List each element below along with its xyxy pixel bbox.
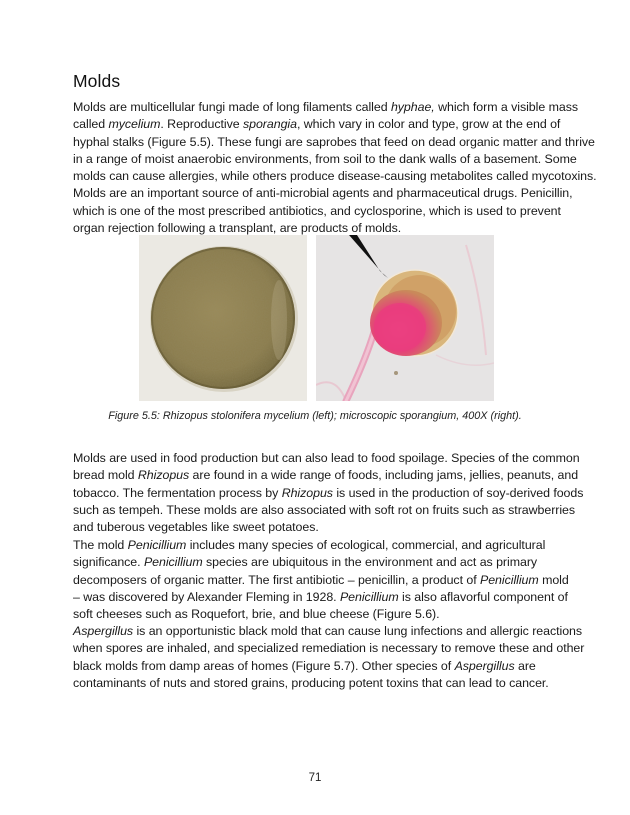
text-line: which is one of the most prescribed antibiotics, and cyclosporine, which is used to prevent: [73, 203, 561, 218]
text-line: black molds from damp areas of homes (Figure 5.7). Other species of Aspergillus are: [73, 658, 536, 673]
paragraph-aspergillus: [73, 623, 585, 692]
text-line: Molds are used in food production but can also lead to food spoilage. Species of the common: [73, 451, 580, 465]
text-line: organ rejection following a transplant, are products of molds.: [73, 221, 402, 236]
text-line: – was discovered by Alexander Fleming in 1928. Penicillium is also aflavorful component of: [73, 589, 568, 604]
petri-dish-image: [139, 235, 307, 401]
text-line: bread mold Rhizopus are found in a wide range of foods, including jams, jellies, peanuts, and: [73, 468, 579, 483]
text-line: soft cheeses such as Roquefort, brie, and blue cheese (Figure 5.6).: [73, 607, 440, 622]
text-line: in a range of moist anaerobic environments, from soil to the dank walls of a basement. Some: [73, 151, 577, 166]
text-line: tobacco. The fermentation process by Rhizopus is used in the production of soy-derived foods: [73, 485, 584, 500]
paragraph-rhizopus: [73, 450, 584, 536]
paragraph-molds-intro: [73, 99, 597, 237]
text-line: hyphal stalks (Figure 5.5). These fungi are saprobes that feed on dead organic matter and thrive: [73, 134, 595, 149]
text-line: Molds are an important source of anti-microbial agents and pharmaceutical drugs. Penicillin,: [73, 186, 573, 201]
text-line: contaminants of nuts and stored grains, producing potent toxins that can lead to cancer.: [73, 675, 549, 690]
text-line: molds can cause allergies, while others produce disease-causing metabolites called mycotoxins.: [73, 169, 597, 184]
paragraph-penicillium: [73, 537, 569, 623]
text-line: Molds are multicellular fungi made of long filaments called hyphae, which form a visible mass: [73, 100, 578, 114]
text-line: The mold Penicillium includes many species of ecological, commercial, and agricultural: [73, 538, 546, 552]
text-line: and tuberous vegetables like sweet potatoes.: [73, 520, 319, 535]
sporangium-micrograph: [316, 235, 494, 401]
section-heading: Molds: [73, 71, 121, 91]
sporangium-image: [316, 235, 494, 401]
text-line: called mycelium. Reproductive sporangia, which vary in color and type, grow at the end of: [73, 117, 561, 132]
text-line: such as tempeh. These molds are also associated with soft rot on fruits such as strawberries: [73, 502, 576, 517]
page-number: 71: [308, 772, 322, 784]
text-line: decomposers of organic matter. The first antibiotic – penicillin, a product of Penicillium mold: [73, 572, 569, 587]
text-line: when spores are inhaled, and specialized remediation is necessary to remove these and other: [73, 641, 585, 656]
rhizopus-mycelium-photo: [139, 235, 307, 401]
text-line: significance. Penicillium species are ubiquitous in the environment and act as primary: [73, 555, 538, 570]
figure-caption: Figure 5.5: Rhizopus stolonifera mycelium (left); microscopic sporangium, 400X (right).: [108, 410, 522, 422]
text-line: Aspergillus is an opportunistic black mold that can cause lung infections and allergic reactions: [73, 624, 583, 638]
